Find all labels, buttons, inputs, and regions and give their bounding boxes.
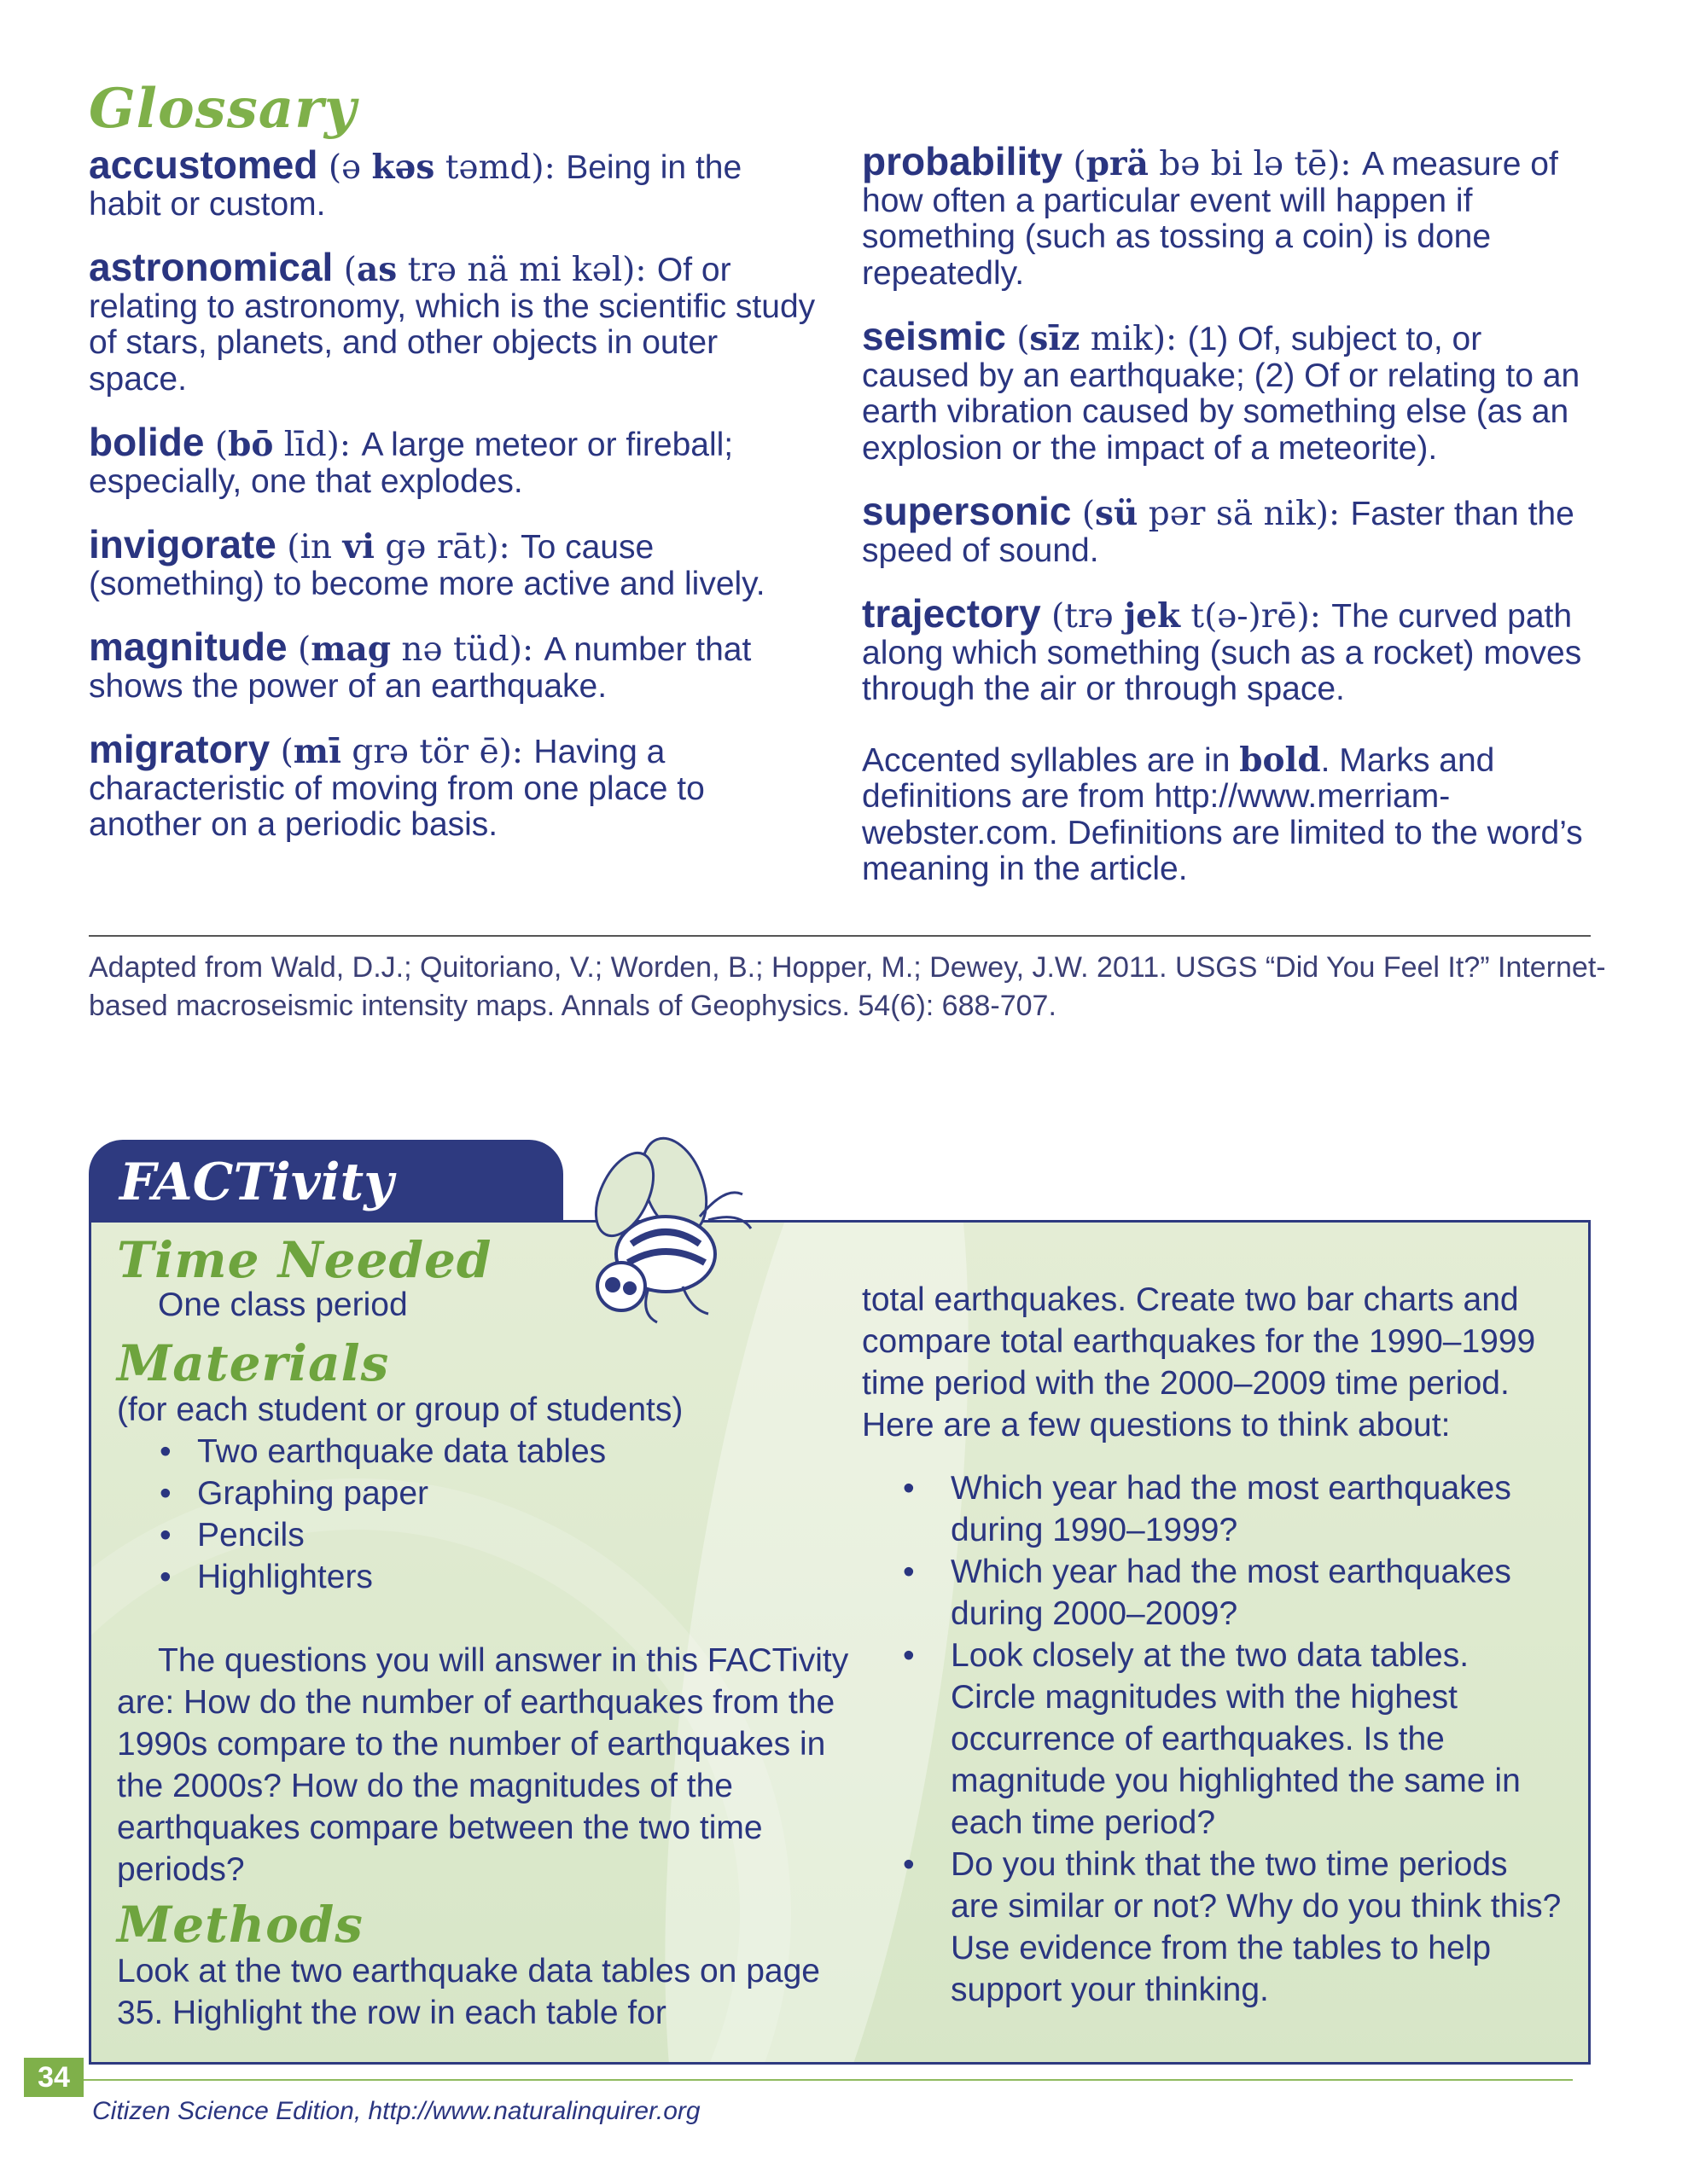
glossary-term: astronomical [89, 245, 334, 289]
pronunciation: ( [1071, 495, 1096, 533]
pronunciation: nə tüd): [391, 630, 544, 669]
methods-continued-text: total earthquakes. Create two bar charts and compare total earthquakes for the 1990–1999 time period with the 2000–2009 time period. Here are a few questions to think about: [862, 1281, 1536, 1443]
methods-heading: Methods [117, 1896, 364, 1954]
glossary-definition: Faster than the speed of sound. [862, 496, 1574, 569]
pronunciation-accent: mag [311, 630, 391, 669]
glossary-entry-supersonic [862, 489, 1596, 569]
pronunciation: (in [276, 528, 343, 566]
factivity-tab: FACTivity [89, 1140, 563, 1225]
citation: Adapted from Wald, D.J.; Quitoriano, V.; Worden, B.; Hopper, M.; Dewey, J.W. 2011. USGS “Did You Feel It?” Internet-based macroseismic intensity maps. Annals of Geophysics. 54(6): 688-707. [89, 951, 1606, 1022]
glossary-entry-astronomical [89, 245, 823, 398]
glossary-term: probability [862, 139, 1063, 183]
glossary-title: Glossary [89, 77, 358, 141]
list-item: • Two earthquake data tables [117, 1431, 868, 1472]
note-text: Accented syllables are in [862, 741, 1240, 779]
glossary-definition: The curved path along which something (such as a rocket) moves through the air or through space. [862, 598, 1582, 707]
pronunciation: ( [333, 251, 357, 289]
glossary-term: trajectory [862, 591, 1041, 636]
factivity-left-column [117, 1231, 868, 2034]
time-needed-heading: Time Needed [117, 1231, 492, 1289]
note-bold: bold [1239, 740, 1321, 780]
pronunciation: ( [270, 733, 294, 771]
glossary-entry-bolide [89, 420, 823, 500]
glossary-entry-probability [862, 139, 1596, 292]
glossary-entry-seismic [862, 314, 1596, 467]
glossary-definition: Of or relating to astronomy, which is the scientific study of stars, planets, and other objects in outer space. [89, 252, 816, 398]
pronunciation-accent: kəs [371, 148, 435, 187]
glossary-definition: To cause (something) to become more active and lively. [89, 529, 765, 602]
list-item: • Look closely at the two data tables. Circle magnitudes with the highest occurrence of earthquakes. Is the magnitude you highlighted the same in each time period? [862, 1635, 1562, 1844]
glossary-entry-invigorate [89, 522, 823, 602]
glossary-term: supersonic [862, 489, 1072, 533]
pronunciation-accent: mī [293, 732, 341, 771]
list-item: • Which year had the most earthquakes during 1990–1999? [862, 1467, 1562, 1551]
methods-text: Look at the two earthquake data tables on page 35. Highlight the row in each table for [117, 1953, 820, 2031]
page-number: 34 [24, 2058, 84, 2097]
glossary-right-column [862, 139, 1596, 888]
pronunciation: ( [287, 630, 311, 669]
glossary-entry-accustomed [89, 142, 823, 223]
glossary-left-column [89, 142, 823, 844]
note-text: . Marks and definitions are from http://www.merriam-webster.com. Definitions are limited to the word’s meaning in the article. [862, 741, 1583, 887]
glossary-entry-trajectory [862, 591, 1596, 708]
pronunciation: (trə [1040, 597, 1125, 636]
glossary-definition: A number that shows the power of an earthquake. [89, 631, 752, 705]
glossary-definition: Having a characteristic of moving from one place to another on a periodic basis. [89, 734, 705, 843]
pronunciation-accent: vi [342, 527, 375, 566]
pronunciation-accent: sīz [1029, 319, 1080, 358]
pronunciation: grə tör ē): [340, 733, 534, 771]
pronunciation: mik): [1080, 320, 1188, 358]
pronunciation-accent: sü [1095, 494, 1138, 533]
footer-text: Citizen Science Edition, http://www.naturalinquirer.org [92, 2097, 701, 2125]
divider-line [89, 935, 1591, 937]
pronunciation: ( [204, 426, 229, 464]
materials-heading: Materials [117, 1334, 390, 1392]
pronunciation: bə bi lə tē): [1148, 145, 1362, 183]
pronunciation-accent: as [356, 250, 398, 289]
glossary-entry-magnitude [89, 624, 823, 705]
pronunciation: ( [1062, 145, 1086, 183]
glossary-note [862, 742, 1596, 888]
pronunciation: ( [1005, 320, 1030, 358]
list-item: • Pencils [117, 1514, 868, 1556]
pronunciation-accent: jek [1124, 596, 1181, 636]
factivity-right-column [862, 1279, 1562, 2011]
footer-rule [84, 2079, 1573, 2081]
glossary-term: magnitude [89, 624, 288, 669]
glossary-term: bolide [89, 420, 205, 464]
pronunciation: gə rāt): [374, 528, 521, 566]
pronunciation: līd): [273, 426, 362, 464]
bee-mascot-icon [572, 1135, 760, 1331]
questions-paragraph: The questions you will answer in this FACTivity are: How do the number of earthquakes from the 1990s compare to the number of earthquakes in the 2000s? How do the magnitudes of the earthquakes compare between the two time periods? [117, 1642, 849, 1888]
pronunciation: pər sä nik): [1138, 495, 1351, 533]
list-item: • Which year had the most earthquakes during 2000–2009? [862, 1551, 1562, 1635]
glossary-definition: A measure of how often a particular event will happen if something (such as tossing a coin) is done repeatedly. [862, 146, 1558, 292]
pronunciation-accent: bō [228, 425, 274, 464]
glossary-definition: Being in the habit or custom. [89, 149, 742, 223]
materials-intro: (for each student or group of students) [117, 1391, 684, 1428]
list-item: • Graphing paper [117, 1472, 868, 1514]
glossary-definition: A large meteor or fireball; especially, one that explodes. [89, 427, 734, 500]
list-item: • Highlighters [117, 1556, 868, 1598]
glossary-term: migratory [89, 727, 271, 771]
glossary-entry-migratory [89, 727, 823, 844]
pronunciation: trə nä mi kəl): [397, 251, 657, 289]
glossary-term: accustomed [89, 142, 318, 187]
glossary-term: invigorate [89, 522, 276, 566]
time-needed-text: One class period [158, 1287, 408, 1323]
questions-list [862, 1467, 1562, 2011]
materials-list [117, 1431, 868, 1598]
pronunciation: təmd): [434, 148, 567, 187]
pronunciation-accent: prä [1085, 144, 1149, 183]
pronunciation: t(ə-)rē): [1180, 597, 1332, 636]
list-item: • Do you think that the two time periods are similar or not? Why do you think this? Use evidence from the tables to help support your thinking. [862, 1844, 1562, 2011]
glossary-term: seismic [862, 314, 1006, 358]
glossary-definition: (1) Of, subject to, or caused by an earthquake; (2) Of or relating to an earth vibration caused by something else (as an explosion or the impact of a meteorite). [862, 321, 1580, 467]
pronunciation: (ə [317, 148, 372, 187]
factivity-panel [89, 1220, 1591, 2065]
